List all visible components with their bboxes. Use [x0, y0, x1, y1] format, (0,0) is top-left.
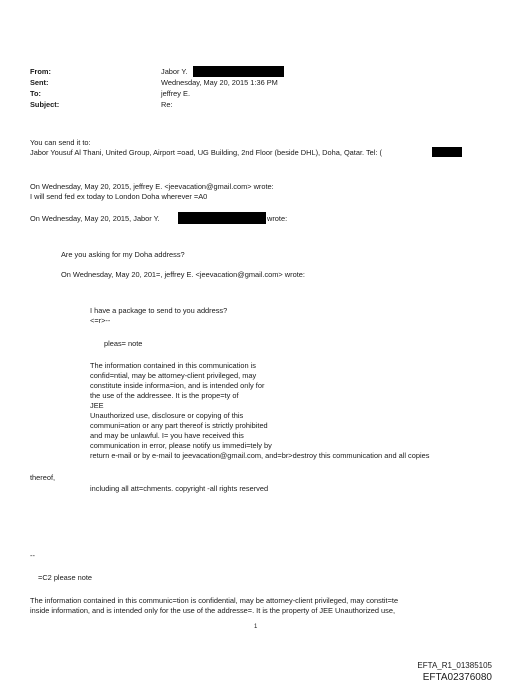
- body-line: You can send it to:: [30, 138, 91, 147]
- body-line: The information contained in this communic=tion is confidential, may be attorney-client privileged, may constit=te: [30, 596, 399, 605]
- body-line: inside information, and is intended only for the use of the addresse=. It is the property of JEE Unauthorized use,: [30, 606, 396, 615]
- sent-label: Sent:: [30, 78, 49, 87]
- disclaimer-line: communication in error, please notify us immedi=tely by: [90, 441, 272, 450]
- disclaimer-line: confid=ntial, may be attorney-client privileged, may: [90, 371, 257, 380]
- to-label: To:: [30, 89, 41, 98]
- redaction-box: [432, 147, 462, 157]
- subject-value: Re:: [161, 100, 173, 109]
- body-line: thereof,: [30, 473, 56, 482]
- body-line: I have a package to send to you address?: [90, 306, 228, 315]
- subject-label: Subject:: [30, 100, 60, 109]
- disclaimer-line: return e-mail or by e-mail to jeevacation@gmail.com, and=br>destroy this communication and all copies: [90, 451, 430, 460]
- quote-header: On Wednesday, May 20, 2015, Jabor Y.: [30, 214, 160, 223]
- disclaimer-line: the use of the addressee. It is the prope=ty of: [90, 391, 239, 400]
- body-line: <=r>--: [90, 316, 111, 325]
- page-number: 1: [254, 624, 258, 630]
- disclaimer-line: The information contained in this communication is: [90, 361, 256, 370]
- disclaimer-line: JEE: [90, 401, 104, 410]
- quote-header-end: wrote:: [267, 214, 288, 223]
- disclaimer-line: Unauthorized use, disclosure or copying of this: [90, 411, 244, 420]
- redaction-box: [178, 212, 266, 224]
- body-address-line: Jabor Yousuf Al Thani, United Group, Airport =oad, UG Building, 2nd Floor (beside DHL), Doha, Qatar. Tel: (: [30, 148, 383, 157]
- disclaimer-line: communi=ation or any part thereof is strictly prohibited: [90, 421, 268, 430]
- from-value: Jabor Y.: [161, 67, 188, 76]
- body-line: =C2 please note: [38, 573, 93, 582]
- redaction-box: [193, 66, 284, 77]
- from-label: From:: [30, 67, 51, 76]
- body-line: Are you asking for my Doha address?: [61, 250, 185, 259]
- disclaimer-line: constitute inside informa=ion, and is intended only for: [90, 381, 265, 390]
- footer-id: EFTA02376080: [422, 672, 492, 683]
- body-line: including all att=chments. copyright -all rights reserved: [90, 484, 269, 493]
- footer-id: EFTA_R1_01385105: [417, 661, 492, 670]
- quote-header: On Wednesday, May 20, 201=, jeffrey E. <jeevacation@gmail.com> wrote:: [61, 270, 305, 279]
- body-line: pleas= note: [104, 339, 143, 348]
- body-line: I will send fed ex today to London Doha wherever =A0: [30, 192, 208, 201]
- separator-dashes: --: [30, 551, 35, 560]
- to-value: jeffrey E.: [161, 89, 191, 98]
- disclaimer-line: and may be unlawful. I= you have received this: [90, 431, 244, 440]
- quote-header: On Wednesday, May 20, 2015, jeffrey E. <jeevacation@gmail.com> wrote:: [30, 182, 274, 191]
- sent-value: Wednesday, May 20, 2015 1:36 PM: [161, 78, 278, 87]
